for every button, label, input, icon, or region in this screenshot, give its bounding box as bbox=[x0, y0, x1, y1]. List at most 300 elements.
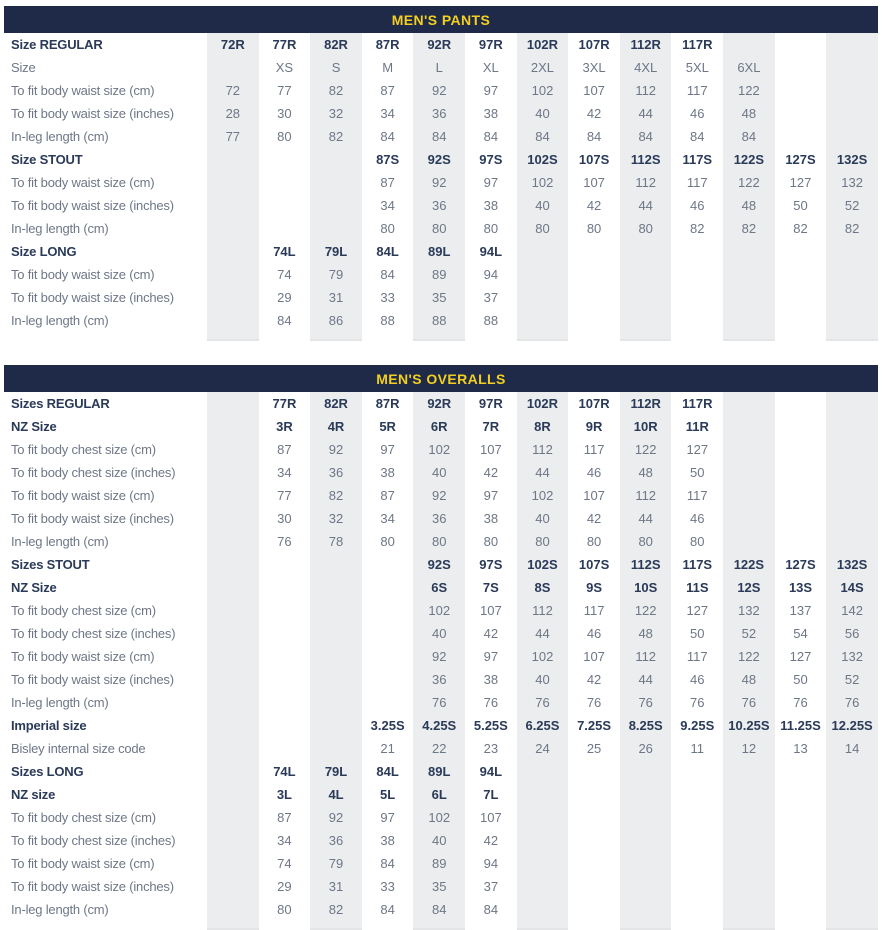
size-cell bbox=[671, 263, 723, 286]
table-row bbox=[4, 806, 878, 829]
size-cell: 36 bbox=[413, 102, 465, 125]
size-cell: 117 bbox=[686, 488, 708, 503]
size-cell: 132 bbox=[826, 171, 878, 194]
size-cell bbox=[775, 309, 827, 332]
row-label: In-leg length (cm) bbox=[11, 695, 109, 710]
row-label: Size REGULAR bbox=[11, 37, 103, 52]
size-cell: 12.25S bbox=[826, 714, 878, 737]
size-cell bbox=[568, 852, 620, 875]
size-cell bbox=[826, 332, 878, 341]
size-cell: 72 bbox=[207, 79, 259, 102]
size-cell bbox=[775, 852, 827, 875]
size-cell: 80 bbox=[586, 221, 602, 236]
size-cell: 78 bbox=[310, 530, 362, 553]
size-cell: 102 bbox=[517, 484, 569, 507]
row-label: Size bbox=[11, 60, 36, 75]
size-cell bbox=[207, 668, 259, 691]
size-cell: 6R bbox=[413, 415, 465, 438]
row-label: To fit body chest size (cm) bbox=[11, 442, 156, 457]
size-cell bbox=[517, 332, 569, 341]
size-cell: 84 bbox=[517, 125, 569, 148]
size-cell: 82R bbox=[310, 33, 362, 56]
size-cell bbox=[620, 309, 672, 332]
size-cell: 77 bbox=[207, 125, 259, 148]
size-cell: 11R bbox=[685, 419, 709, 434]
size-cell: 48 bbox=[620, 461, 672, 484]
size-cell bbox=[826, 760, 878, 783]
size-cell bbox=[568, 921, 620, 930]
size-cell: 3.25S bbox=[370, 718, 405, 733]
size-cell bbox=[775, 783, 827, 806]
size-cell bbox=[620, 286, 672, 309]
size-cell: 3R bbox=[276, 419, 293, 434]
size-cell bbox=[723, 829, 775, 852]
size-cell: 107R bbox=[578, 396, 610, 411]
size-cell: 36 bbox=[310, 829, 362, 852]
size-cell bbox=[207, 484, 259, 507]
size-cell bbox=[362, 576, 414, 599]
size-cell: 8S bbox=[517, 576, 569, 599]
size-cell: 102 bbox=[517, 645, 569, 668]
size-cell bbox=[826, 875, 878, 898]
size-cell bbox=[207, 806, 259, 829]
size-cell bbox=[207, 263, 259, 286]
size-cell: 12 bbox=[723, 737, 775, 760]
size-cell: 2XL bbox=[517, 56, 569, 79]
size-cell: 87R bbox=[375, 396, 400, 411]
size-cell bbox=[259, 737, 311, 760]
size-cell: 4.25S bbox=[413, 714, 465, 737]
row-label: In-leg length (cm) bbox=[11, 129, 109, 144]
size-cell: 74 bbox=[277, 856, 292, 871]
size-cell: 87 bbox=[380, 83, 395, 98]
size-cell bbox=[620, 829, 672, 852]
row-label: Imperial size bbox=[11, 718, 87, 733]
size-cell: 80 bbox=[483, 221, 499, 236]
size-cell: 35 bbox=[413, 875, 465, 898]
size-cell bbox=[465, 332, 517, 341]
size-cell bbox=[207, 415, 259, 438]
size-cell: 35 bbox=[413, 286, 465, 309]
size-cell bbox=[259, 576, 311, 599]
size-cell bbox=[620, 875, 672, 898]
table-row bbox=[4, 240, 878, 263]
size-cell: 117 bbox=[583, 603, 605, 618]
size-cell: 82 bbox=[723, 217, 775, 240]
table-row bbox=[4, 852, 878, 875]
size-cell: 7R bbox=[482, 419, 500, 434]
size-cell: 42 bbox=[483, 465, 499, 480]
size-cell bbox=[723, 240, 775, 263]
row-label: To fit body chest size (inches) bbox=[11, 833, 176, 848]
size-cell: 84 bbox=[723, 125, 775, 148]
size-cell bbox=[517, 240, 569, 263]
size-cell: 80 bbox=[380, 534, 395, 549]
size-cell: 25 bbox=[586, 741, 602, 756]
size-cell: 80 bbox=[517, 217, 569, 240]
size-cell: 4L bbox=[310, 783, 362, 806]
size-cell bbox=[671, 875, 723, 898]
size-cell: 14 bbox=[826, 737, 878, 760]
table-body bbox=[4, 33, 878, 341]
size-cell: 50 bbox=[793, 198, 808, 213]
row-label: To fit body chest size (inches) bbox=[11, 626, 176, 641]
size-cell: 5.25S bbox=[473, 718, 508, 733]
size-cell bbox=[775, 392, 827, 415]
size-cell bbox=[207, 171, 259, 194]
size-cell: 5XL bbox=[685, 60, 709, 75]
size-cell: 80 bbox=[620, 217, 672, 240]
size-cell: 84 bbox=[380, 129, 395, 144]
size-cell bbox=[775, 829, 827, 852]
size-cell bbox=[775, 286, 827, 309]
size-cell: 112 bbox=[620, 79, 672, 102]
size-cell bbox=[207, 392, 259, 415]
table-row bbox=[4, 171, 878, 194]
size-cell: 82R bbox=[310, 392, 362, 415]
row-label: To fit body waist size (cm) bbox=[11, 488, 155, 503]
size-cell: 54 bbox=[793, 626, 808, 641]
size-cell bbox=[207, 622, 259, 645]
table-row bbox=[4, 33, 878, 56]
size-cell: 87R bbox=[375, 37, 400, 52]
size-cell: 84 bbox=[586, 129, 602, 144]
size-cell bbox=[826, 921, 878, 930]
size-cell bbox=[465, 921, 517, 930]
size-cell bbox=[362, 622, 414, 645]
size-cell: 94 bbox=[483, 856, 499, 871]
size-cell: 33 bbox=[380, 879, 395, 894]
size-cell: 77 bbox=[277, 83, 292, 98]
size-cell: 40 bbox=[517, 194, 569, 217]
size-cell bbox=[259, 714, 311, 737]
row-label: Sizes STOUT bbox=[11, 557, 90, 572]
size-cell: 44 bbox=[620, 668, 672, 691]
size-cell bbox=[207, 148, 259, 171]
size-cell bbox=[517, 829, 569, 852]
size-cell bbox=[413, 921, 465, 930]
size-cell: 84L bbox=[376, 764, 399, 779]
size-cell: 10.25S bbox=[723, 714, 775, 737]
table-row bbox=[4, 737, 878, 760]
size-cell: 92S bbox=[413, 148, 465, 171]
row-label: To fit body waist size (inches) bbox=[11, 879, 174, 894]
size-cell: 8.25S bbox=[620, 714, 672, 737]
size-cell: 76 bbox=[793, 695, 808, 710]
size-cell bbox=[826, 461, 878, 484]
size-cell: 89L bbox=[413, 760, 465, 783]
size-cell bbox=[620, 263, 672, 286]
size-cell bbox=[310, 217, 362, 240]
size-cell: 33 bbox=[380, 290, 395, 305]
size-cell bbox=[413, 332, 465, 341]
size-cell: 13S bbox=[788, 580, 813, 595]
table-row bbox=[4, 438, 878, 461]
size-cell bbox=[259, 668, 311, 691]
size-cell: 87 bbox=[380, 175, 395, 190]
row-label: To fit body waist size (cm) bbox=[11, 267, 155, 282]
size-cell bbox=[671, 760, 723, 783]
size-cell: 76 bbox=[620, 691, 672, 714]
size-cell bbox=[620, 898, 672, 921]
size-cell: 122S bbox=[723, 553, 775, 576]
table-title-bar bbox=[4, 6, 878, 33]
size-cell: 74 bbox=[277, 267, 292, 282]
size-cell bbox=[671, 806, 723, 829]
size-cell: 97S bbox=[479, 152, 503, 167]
size-cell: 122 bbox=[723, 79, 775, 102]
size-cell bbox=[826, 415, 878, 438]
size-cell: 132S bbox=[826, 553, 878, 576]
size-cell: 4XL bbox=[620, 56, 672, 79]
size-cell bbox=[826, 125, 878, 148]
size-cell bbox=[568, 309, 620, 332]
row-label: Size LONG bbox=[11, 244, 77, 259]
size-cell bbox=[259, 194, 311, 217]
size-cell: 29 bbox=[277, 290, 292, 305]
size-cell bbox=[723, 806, 775, 829]
row-label: To fit body chest size (cm) bbox=[11, 810, 156, 825]
size-cell: 92R bbox=[413, 392, 465, 415]
size-cell: 84 bbox=[413, 125, 465, 148]
size-charts-page bbox=[4, 6, 878, 930]
size-cell: 44 bbox=[620, 194, 672, 217]
size-cell: 11 bbox=[690, 741, 705, 756]
size-cell: 97 bbox=[380, 810, 395, 825]
size-cell: 84 bbox=[690, 129, 705, 144]
size-cell: 84 bbox=[380, 267, 395, 282]
size-cell bbox=[568, 898, 620, 921]
size-cell: 102 bbox=[413, 438, 465, 461]
size-cell bbox=[775, 79, 827, 102]
size-cell: 36 bbox=[413, 194, 465, 217]
size-cell bbox=[671, 309, 723, 332]
row-label: Sizes REGULAR bbox=[11, 396, 110, 411]
size-cell bbox=[310, 576, 362, 599]
size-cell: 6XL bbox=[723, 56, 775, 79]
size-cell bbox=[826, 852, 878, 875]
size-cell bbox=[723, 760, 775, 783]
size-cell bbox=[568, 806, 620, 829]
size-cell: 48 bbox=[620, 622, 672, 645]
size-cell: 80 bbox=[380, 221, 395, 236]
size-cell: 80 bbox=[277, 129, 292, 144]
size-cell: 10S bbox=[620, 576, 672, 599]
size-cell: 52 bbox=[826, 194, 878, 217]
size-cell bbox=[620, 921, 672, 930]
row-label: To fit body chest size (cm) bbox=[11, 603, 156, 618]
size-cell: 44 bbox=[517, 461, 569, 484]
size-cell bbox=[310, 194, 362, 217]
size-cell: 34 bbox=[380, 106, 395, 121]
size-cell: XL bbox=[482, 60, 499, 75]
table-row bbox=[4, 599, 878, 622]
size-cell bbox=[775, 125, 827, 148]
size-cell: 76 bbox=[517, 691, 569, 714]
size-cell: 44 bbox=[620, 102, 672, 125]
size-cell bbox=[362, 668, 414, 691]
size-cell: 97 bbox=[483, 175, 499, 190]
size-cell: 7.25S bbox=[577, 718, 612, 733]
size-cell bbox=[568, 263, 620, 286]
table-title-bar bbox=[4, 365, 878, 392]
size-cell bbox=[207, 737, 259, 760]
size-cell bbox=[207, 309, 259, 332]
size-cell: 79 bbox=[310, 852, 362, 875]
size-cell bbox=[671, 852, 723, 875]
size-cell bbox=[310, 553, 362, 576]
table-row bbox=[4, 125, 878, 148]
size-cell: 89 bbox=[413, 263, 465, 286]
size-cell: 28 bbox=[207, 102, 259, 125]
size-cell bbox=[826, 392, 878, 415]
size-cell bbox=[671, 898, 723, 921]
size-cell: 42 bbox=[483, 833, 499, 848]
size-cell: 107 bbox=[583, 175, 605, 190]
size-cell bbox=[723, 898, 775, 921]
size-cell: 112R bbox=[620, 392, 672, 415]
size-cell bbox=[259, 553, 311, 576]
size-cell bbox=[517, 783, 569, 806]
row-label: To fit body waist size (cm) bbox=[11, 175, 155, 190]
size-cell: 92 bbox=[413, 645, 465, 668]
table-row bbox=[4, 484, 878, 507]
size-cell: 52 bbox=[723, 622, 775, 645]
size-cell bbox=[568, 240, 620, 263]
size-cell bbox=[259, 599, 311, 622]
size-cell: 31 bbox=[310, 875, 362, 898]
size-cell: 112 bbox=[620, 645, 672, 668]
table-row bbox=[4, 461, 878, 484]
size-cell: 46 bbox=[586, 465, 602, 480]
size-cell: 30 bbox=[277, 511, 292, 526]
size-cell bbox=[207, 217, 259, 240]
size-cell: 9S bbox=[586, 580, 603, 595]
table-row bbox=[4, 875, 878, 898]
size-cell bbox=[207, 332, 259, 341]
size-cell bbox=[671, 921, 723, 930]
size-cell: 84 bbox=[380, 856, 395, 871]
size-cell: 40 bbox=[413, 461, 465, 484]
size-cell: 46 bbox=[690, 106, 705, 121]
size-cell: 42 bbox=[586, 106, 602, 121]
table-row bbox=[4, 148, 878, 171]
size-cell bbox=[310, 921, 362, 930]
size-cell: 38 bbox=[483, 511, 499, 526]
table-row bbox=[4, 286, 878, 309]
size-cell bbox=[775, 438, 827, 461]
size-cell: 46 bbox=[690, 672, 705, 687]
size-cell: 97R bbox=[478, 396, 503, 411]
size-cell: 46 bbox=[690, 198, 705, 213]
size-cell bbox=[826, 484, 878, 507]
size-cell bbox=[310, 668, 362, 691]
size-cell bbox=[207, 691, 259, 714]
size-cell bbox=[775, 921, 827, 930]
size-cell bbox=[259, 217, 311, 240]
size-cell: 102S bbox=[517, 148, 569, 171]
size-cell bbox=[259, 645, 311, 668]
size-cell bbox=[826, 438, 878, 461]
table-row bbox=[4, 829, 878, 852]
table-row bbox=[4, 309, 878, 332]
size-cell: 82 bbox=[690, 221, 705, 236]
size-cell: 29 bbox=[277, 879, 292, 894]
size-cell bbox=[671, 286, 723, 309]
size-cell: 84L bbox=[376, 244, 399, 259]
size-cell: 107 bbox=[480, 442, 502, 457]
size-cell: 102R bbox=[517, 33, 569, 56]
size-cell: 122 bbox=[620, 599, 672, 622]
size-cell: 5R bbox=[379, 419, 396, 434]
size-cell bbox=[775, 530, 827, 553]
size-cell: 94L bbox=[479, 244, 503, 259]
size-cell: 52 bbox=[826, 668, 878, 691]
size-cell: 82 bbox=[310, 898, 362, 921]
size-cell bbox=[207, 553, 259, 576]
size-cell bbox=[723, 438, 775, 461]
size-cell bbox=[775, 806, 827, 829]
size-cell: 112 bbox=[517, 599, 569, 622]
size-cell: 34 bbox=[380, 198, 395, 213]
size-cell bbox=[207, 898, 259, 921]
size-cell: 107 bbox=[583, 649, 605, 664]
size-cell bbox=[723, 415, 775, 438]
size-cell bbox=[517, 852, 569, 875]
size-cell bbox=[517, 309, 569, 332]
size-cell: 82 bbox=[310, 125, 362, 148]
size-cell: 36 bbox=[413, 668, 465, 691]
size-cell bbox=[775, 898, 827, 921]
size-cell bbox=[620, 852, 672, 875]
size-cell bbox=[723, 33, 775, 56]
size-cell bbox=[826, 783, 878, 806]
size-cell bbox=[671, 783, 723, 806]
size-cell: 38 bbox=[483, 198, 499, 213]
size-cell bbox=[568, 332, 620, 341]
row-label: To fit body chest size (inches) bbox=[11, 465, 176, 480]
size-cell: 127 bbox=[686, 442, 709, 457]
size-cell bbox=[310, 645, 362, 668]
size-cell bbox=[517, 875, 569, 898]
size-cell: 88 bbox=[413, 309, 465, 332]
size-cell: 32 bbox=[310, 507, 362, 530]
size-cell: 42 bbox=[483, 626, 499, 641]
size-cell bbox=[826, 102, 878, 125]
size-cell bbox=[826, 56, 878, 79]
size-cell: 102 bbox=[517, 79, 569, 102]
size-cell bbox=[826, 309, 878, 332]
size-cell bbox=[259, 622, 311, 645]
size-cell: 82 bbox=[310, 79, 362, 102]
size-cell: 44 bbox=[517, 622, 569, 645]
stripe-filler bbox=[4, 332, 878, 341]
size-cell: 80 bbox=[586, 534, 602, 549]
size-cell bbox=[362, 645, 414, 668]
table-row bbox=[4, 56, 878, 79]
row-label: Size STOUT bbox=[11, 152, 83, 167]
size-cell bbox=[826, 806, 878, 829]
size-cell: 112 bbox=[517, 438, 569, 461]
size-cell bbox=[362, 691, 414, 714]
size-cell: 84 bbox=[277, 313, 292, 328]
size-cell: 80 bbox=[277, 902, 292, 917]
size-cell bbox=[620, 332, 672, 341]
size-cell: 107R bbox=[578, 37, 610, 52]
size-cell bbox=[671, 332, 723, 341]
size-cell: 34 bbox=[277, 833, 292, 848]
size-cell bbox=[671, 240, 723, 263]
